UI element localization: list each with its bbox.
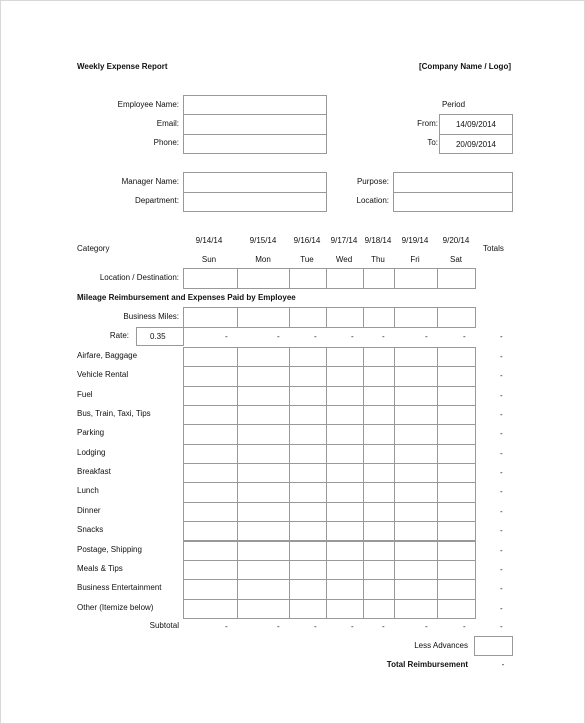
expense-cell[interactable] xyxy=(394,579,438,599)
total-reimbursement-label: Total Reimbursement xyxy=(386,660,468,669)
location-cell[interactable] xyxy=(394,268,438,289)
location-destination-label: Location / Destination: xyxy=(99,273,179,282)
business-miles-cell[interactable] xyxy=(183,307,238,328)
expense-cell[interactable] xyxy=(326,502,364,522)
department-field[interactable] xyxy=(183,192,327,212)
expense-cell[interactable] xyxy=(437,482,476,502)
expense-cell[interactable] xyxy=(183,502,238,522)
rate-field[interactable]: 0.35 xyxy=(136,327,184,346)
row-total: - xyxy=(500,410,503,420)
expense-category-label: Vehicle Rental xyxy=(77,370,129,380)
location-cell[interactable] xyxy=(183,268,238,289)
expense-cell[interactable] xyxy=(183,444,238,464)
expense-cell[interactable] xyxy=(183,424,238,444)
expense-cell[interactable] xyxy=(289,560,327,580)
expense-cell[interactable] xyxy=(394,541,438,561)
expense-cell[interactable] xyxy=(363,560,395,580)
expense-cell[interactable] xyxy=(437,347,476,367)
section-title: Mileage Reimbursement and Expenses Paid by Employee xyxy=(77,293,296,302)
expense-cell[interactable] xyxy=(289,405,327,425)
location-cell[interactable] xyxy=(326,268,364,289)
business-miles-cell[interactable] xyxy=(363,307,395,328)
category-header: Category xyxy=(77,244,110,253)
expense-cell[interactable] xyxy=(289,366,327,386)
expense-cell[interactable] xyxy=(183,463,238,483)
rate-amount: - xyxy=(425,332,428,341)
expense-cell[interactable] xyxy=(363,386,395,406)
period-from-label: From: xyxy=(417,119,438,128)
business-miles-label: Business Miles: xyxy=(123,312,179,321)
row-total: - xyxy=(500,429,503,439)
expense-cell[interactable] xyxy=(363,482,395,502)
expense-cell[interactable] xyxy=(289,502,327,522)
expense-cell[interactable] xyxy=(237,521,290,541)
phone-field[interactable] xyxy=(183,134,327,154)
day-header: Mon xyxy=(255,255,271,264)
expense-cell[interactable] xyxy=(437,366,476,386)
row-total: - xyxy=(500,390,503,400)
expense-cell[interactable] xyxy=(289,599,327,619)
expense-cell[interactable] xyxy=(363,521,395,541)
manager-name-label: Manager Name: xyxy=(121,177,179,186)
expense-cell[interactable] xyxy=(326,599,364,619)
rate-total: - xyxy=(500,332,503,341)
expense-cell[interactable] xyxy=(363,463,395,483)
date-header: 9/20/14 xyxy=(442,236,470,245)
expense-cell[interactable] xyxy=(237,444,290,464)
day-header: Thu xyxy=(371,255,385,264)
expense-cell[interactable] xyxy=(363,347,395,367)
date-header: 9/16/14 xyxy=(293,236,321,245)
rate-label: Rate: xyxy=(109,331,129,340)
expense-cell[interactable] xyxy=(237,424,290,444)
manager-name-field[interactable] xyxy=(183,172,327,193)
employee-name-field[interactable] xyxy=(183,95,327,115)
expense-cell[interactable] xyxy=(183,482,238,502)
location-cell[interactable] xyxy=(289,268,327,289)
expense-cell[interactable] xyxy=(326,347,364,367)
expense-category-label: Lodging xyxy=(77,447,106,457)
expense-cell[interactable] xyxy=(394,560,438,580)
expense-cell[interactable] xyxy=(237,482,290,502)
row-total: - xyxy=(500,487,503,497)
expense-cell[interactable] xyxy=(326,444,364,464)
purpose-field[interactable] xyxy=(393,172,513,193)
subtotal-amount: - xyxy=(382,622,385,631)
expense-cell[interactable] xyxy=(289,444,327,464)
expense-cell[interactable] xyxy=(437,521,476,541)
row-total: - xyxy=(500,352,503,361)
purpose-label: Purpose: xyxy=(356,177,389,186)
expense-cell[interactable] xyxy=(183,347,238,367)
expense-cell[interactable] xyxy=(289,424,327,444)
row-total: - xyxy=(500,603,503,613)
expense-category-label: Snacks xyxy=(77,525,104,535)
expense-cell[interactable] xyxy=(326,482,364,502)
row-total: - xyxy=(500,526,503,536)
day-header: Sun xyxy=(201,255,217,264)
expense-cell[interactable] xyxy=(289,347,327,367)
expense-cell[interactable] xyxy=(237,502,290,522)
expense-cell[interactable] xyxy=(363,444,395,464)
subtotal-amount: - xyxy=(351,622,354,631)
expense-cell[interactable] xyxy=(237,463,290,483)
location-field[interactable] xyxy=(393,192,513,212)
date-header: 9/14/14 xyxy=(195,236,223,245)
expense-cell[interactable] xyxy=(183,579,238,599)
expense-cell[interactable] xyxy=(363,599,395,619)
employee-name-label: Employee Name: xyxy=(117,100,179,109)
period-to-label: To: xyxy=(427,138,438,147)
expense-cell[interactable] xyxy=(437,502,476,522)
expense-cell[interactable] xyxy=(289,386,327,406)
expense-cell[interactable] xyxy=(394,482,438,502)
business-miles-cell[interactable] xyxy=(326,307,364,328)
expense-cell[interactable] xyxy=(363,541,395,561)
phone-label: Phone: xyxy=(153,138,179,147)
expense-cell[interactable] xyxy=(237,599,290,619)
expense-cell[interactable] xyxy=(289,463,327,483)
expense-cell[interactable] xyxy=(394,386,438,406)
expense-cell[interactable] xyxy=(363,405,395,425)
expense-category-label: Lunch xyxy=(77,486,99,496)
expense-cell[interactable] xyxy=(237,366,290,386)
expense-cell[interactable] xyxy=(237,579,290,599)
location-cell[interactable] xyxy=(437,268,476,289)
rate-amount: - xyxy=(382,332,385,341)
expense-cell[interactable] xyxy=(394,521,438,541)
business-miles-cell[interactable] xyxy=(237,307,290,328)
expense-category-label: Meals & Tips xyxy=(77,563,123,573)
period-to-field[interactable]: 20/09/2014 xyxy=(439,134,513,154)
expense-cell[interactable] xyxy=(394,463,438,483)
date-header: 9/19/14 xyxy=(401,236,429,245)
expense-cell[interactable] xyxy=(237,386,290,406)
expense-cell[interactable] xyxy=(326,541,364,561)
row-total: - xyxy=(500,468,503,478)
day-header: Wed xyxy=(335,255,353,264)
expense-cell[interactable] xyxy=(437,405,476,425)
expense-cell[interactable] xyxy=(394,347,438,367)
expense-category-label: Parking xyxy=(77,428,105,438)
row-total: - xyxy=(500,371,503,381)
expense-cell[interactable] xyxy=(437,386,476,406)
expense-cell[interactable] xyxy=(183,521,238,541)
expense-cell[interactable] xyxy=(237,560,290,580)
expense-cell[interactable] xyxy=(437,463,476,483)
rate-amount: - xyxy=(463,332,466,341)
expense-cell[interactable] xyxy=(237,541,290,561)
expense-cell[interactable] xyxy=(183,541,238,561)
location-cell[interactable] xyxy=(363,268,395,289)
date-header: 9/17/14 xyxy=(330,236,358,245)
email-field[interactable] xyxy=(183,114,327,135)
report-title: Weekly Expense Report xyxy=(77,62,168,71)
period-label: Period xyxy=(441,100,466,109)
totals-header: Totals xyxy=(483,244,504,253)
expense-category-label: Fuel xyxy=(77,389,93,399)
expense-cell[interactable] xyxy=(183,599,238,619)
expense-cell[interactable] xyxy=(363,502,395,522)
department-label: Department: xyxy=(134,196,179,205)
expense-cell[interactable] xyxy=(289,579,327,599)
expense-cell[interactable] xyxy=(183,366,238,386)
period-from-field[interactable]: 14/09/2014 xyxy=(439,114,513,135)
rate-amount: - xyxy=(351,332,354,341)
row-total: - xyxy=(500,448,503,458)
business-miles-cell[interactable] xyxy=(394,307,438,328)
expense-cell[interactable] xyxy=(437,599,476,619)
date-header: 9/18/14 xyxy=(364,236,392,245)
location-cell[interactable] xyxy=(237,268,290,289)
subtotal-amount: - xyxy=(314,622,317,631)
expense-cell[interactable] xyxy=(394,424,438,444)
day-header: Sat xyxy=(449,255,462,264)
less-advances-label: Less Advances xyxy=(414,641,468,650)
expense-cell[interactable] xyxy=(394,405,438,425)
expense-category-label: Postage, Shipping xyxy=(77,544,142,554)
expense-cell[interactable] xyxy=(289,541,327,561)
row-total: - xyxy=(500,564,503,574)
less-advances-field[interactable] xyxy=(474,636,513,656)
subtotal-amount: - xyxy=(425,622,428,631)
expense-cell[interactable] xyxy=(326,386,364,406)
date-header: 9/15/14 xyxy=(249,236,277,245)
expense-cell[interactable] xyxy=(289,482,327,502)
expense-category-label: Bus, Train, Taxi, Tips xyxy=(77,409,151,419)
expense-cell[interactable] xyxy=(237,347,290,367)
row-total: - xyxy=(500,584,503,594)
expense-cell[interactable] xyxy=(394,366,438,386)
expense-cell[interactable] xyxy=(183,386,238,406)
expense-cell[interactable] xyxy=(437,444,476,464)
rate-amount: - xyxy=(277,332,280,341)
email-label: Email: xyxy=(156,119,179,128)
expense-cell[interactable] xyxy=(326,560,364,580)
expense-cell[interactable] xyxy=(237,405,290,425)
day-header: Fri xyxy=(410,255,420,264)
expense-category-label: Other (Itemize below) xyxy=(77,602,154,612)
expense-cell[interactable] xyxy=(394,502,438,522)
expense-cell[interactable] xyxy=(437,579,476,599)
row-total: - xyxy=(500,506,503,516)
expense-cell[interactable] xyxy=(326,521,364,541)
expense-cell[interactable] xyxy=(326,405,364,425)
expense-cell[interactable] xyxy=(363,579,395,599)
expense-cell[interactable] xyxy=(326,424,364,444)
rate-amount: - xyxy=(225,332,228,341)
subtotal-total: - xyxy=(500,622,503,631)
expense-cell[interactable] xyxy=(363,424,395,444)
expense-cell[interactable] xyxy=(437,424,476,444)
total-reimbursement-value: - xyxy=(501,660,505,669)
subtotal-amount: - xyxy=(277,622,280,631)
subtotal-label: Subtotal xyxy=(149,621,179,630)
company-logo-placeholder: [Company Name / Logo] xyxy=(418,62,511,71)
expense-category-label: Airfare, Baggage xyxy=(77,351,138,360)
day-header: Tue xyxy=(300,255,314,264)
expense-cell[interactable] xyxy=(437,541,476,561)
expense-cell[interactable] xyxy=(326,366,364,386)
business-miles-cell[interactable] xyxy=(437,307,476,328)
expense-cell[interactable] xyxy=(394,599,438,619)
expense-cell[interactable] xyxy=(183,560,238,580)
expense-category-label: Breakfast xyxy=(77,467,111,477)
expense-cell[interactable] xyxy=(183,405,238,425)
expense-category-label: Business Entertainment xyxy=(77,583,162,593)
location-label: Location: xyxy=(356,196,389,205)
rate-amount: - xyxy=(314,332,317,341)
expense-category-label: Dinner xyxy=(77,505,101,515)
subtotal-amount: - xyxy=(225,622,228,631)
expense-cell[interactable] xyxy=(289,521,327,541)
business-miles-cell[interactable] xyxy=(289,307,327,328)
expense-cell[interactable] xyxy=(394,444,438,464)
expense-cell[interactable] xyxy=(437,560,476,580)
row-total: - xyxy=(500,545,503,555)
expense-cell[interactable] xyxy=(326,579,364,599)
expense-cell[interactable] xyxy=(326,463,364,483)
subtotal-amount: - xyxy=(463,622,466,631)
expense-cell[interactable] xyxy=(363,366,395,386)
